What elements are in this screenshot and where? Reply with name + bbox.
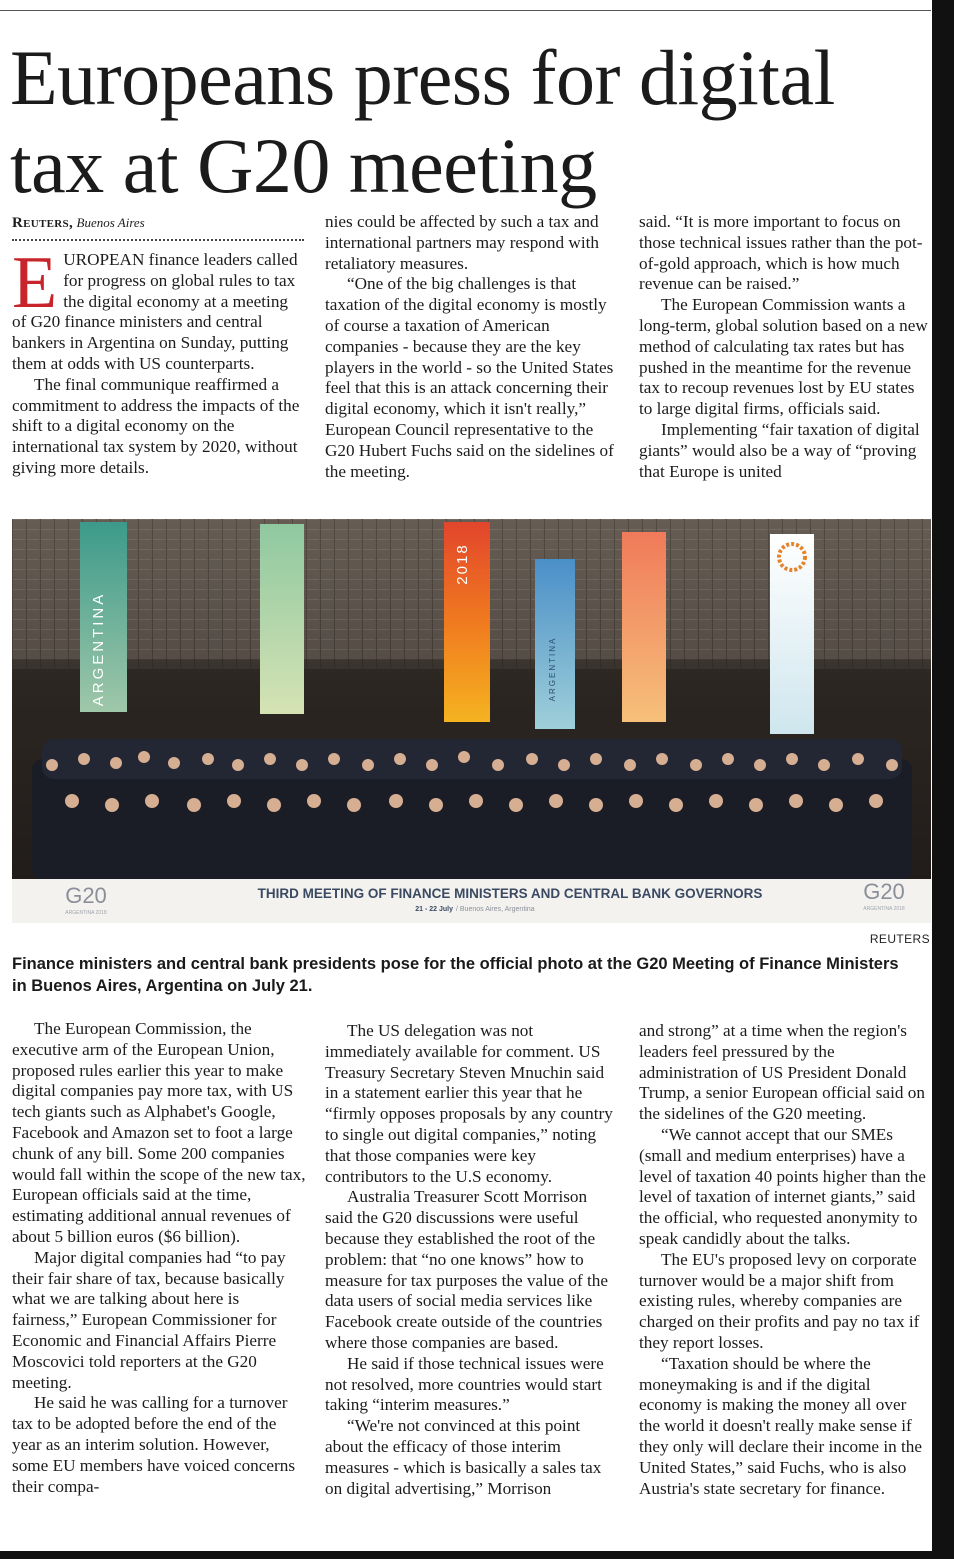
headline: Europeans press for digital tax at G20 meeting [10,34,835,209]
paragraph: “One of the big challenges is that taxation of the digital economy is mostly of course a taxation of American companies - because they are the key players in the world - so the United States feel that this is an attack concerning their digital economy, which it isn't really,” European Council representative to the G20 Hubert Fuchs said on the sidelines of the meeting. [325,274,614,481]
banner-g20-logo [770,534,814,734]
paragraph: The US delegation was not immediately available for comment. US Treasury Secretary Steven Mnuchin said in a statement earlier this year that he “firmly opposes proposals by any country to single out digital companies,” noting that those companies were key contributors to the U.S economy. [325,1021,613,1186]
paragraph: The European Commission wants a long-term, global solution based on a new method of calculating tax rates but has pushed in the meantime for the revenue tax to recoup revenues lost by EU states to large digital firms, officials said. [639,295,928,419]
bottom-column-1 [12,1019,306,1497]
byline [12,214,304,233]
backdrop-title: THIRD MEETING OF FINANCE MINISTERS AND CENTRAL BANK GOVERNORS [257,886,763,901]
paragraph: Australia Treasurer Scott Morrison said the G20 discussions were useful because they established the root of the problem: that “no one knows” how to measure for tax purposes the value of the data users of social media services like Facebook create outside of the countries where those companies are based. [325,1187,609,1352]
paragraph: Implementing “fair taxation of digital giants” would also be a way of “proving that Europe is united [639,419,920,481]
banner-argentina-label: ARGENTINA [90,591,107,707]
banner-2018-label: 2018 [454,543,471,585]
paragraph: said. “It is more important to focus on those technical issues rather than the pot-of-gold approach, which is how much revenue can be raised.” [639,212,923,294]
banner-coral [622,532,666,722]
paragraph: Major digital companies had “to pay their fair share of tax, because basically what we are talking about here is fairness,” European Commissioner for Economic and Financial Affairs Pierre Moscovici told reporters at the G20 meeting. [12,1247,286,1392]
drop-cap: E [12,242,58,324]
paragraph: He said he was calling for a turnover tax to be adopted before the end of the year as an interim solution. However, some EU members have voiced concerns their compa- [12,1393,296,1496]
byline-location: Buenos Aires [76,215,145,230]
paragraph: “We cannot accept that our SMEs (small and medium enterprises) have a level of taxation 40 points higher than the level of taxation of internet giants,” said the official, who requested anonymity to speak candidly about the talks. [639,1124,926,1248]
bottom-column-3 [639,1021,931,1499]
paragraph: He said if those technical issues were not resolved, more countries would start taking “interim measures.” [325,1353,604,1415]
paragraph: The European Commission, the executive arm of the European Union, proposed rules earlier this year to make digital companies pay more tax, with US tech giants such as Alphabet's Google, Facebook and Amazon set to foot a large chunk of any bill. Some 200 companies would fall within the scope of the new tax, European officials said at the time, estimating additional annual revenues of about 5 billion euros ($6 billion). [12,1019,306,1246]
byline-divider [12,239,304,241]
delegates-group [32,739,912,879]
top-rule [0,10,931,11]
backdrop-logo-right-sub: ARGENTINA 2018 [863,906,905,912]
top-column-3 [639,212,931,482]
paragraph: The final communique reaffirmed a commitment to address the impacts of the shift to a digital economy on the international tax system by 2020, without giving more details. [12,374,300,477]
top-column-1 [12,214,304,479]
paragraph: The EU's proposed levy on corporate turnover would be a major shift from existing rules, whereby companies are charged on their profits and pay no tax if they report losses. [639,1249,920,1352]
byline-agency: Reuters, [12,215,73,231]
backdrop-logo-left: G20 [65,883,107,908]
paragraph: “Taxation should be where the moneymaking is and if the digital economy is making the money all over the world it doesn't really make sense if they only will declare their income in the United States,” said Fuchs, who is also Austria's state secretary for finance. [639,1353,923,1498]
banner-green [260,524,304,714]
banner-blue-label: ARGENTINA [548,636,557,702]
photo-caption: Finance ministers and central bank presidents pose for the official photo at the G20 Meeting of Finance Ministers in Buenos Aires, Argentina on July 21. [12,955,899,995]
backdrop-logo-right: G20 [863,879,905,904]
paragraph: EUROPEAN finance leaders called for progress on global rules to tax the digital economy at a meeting of G20 finance ministers and central bankers in Argentina on Sunday, putting them at odds with US counterparts. [12,242,298,373]
backdrop-place: / Buenos Aires, Argentina [456,906,535,913]
photo-credit: REUTERS [869,932,930,946]
group-photo [12,519,931,923]
paragraph: “We're not convinced at this point about the efficacy of those interim measures - which is basically a sales tax on digital advertising,” Morrison [325,1416,602,1498]
page-edge-bottom [0,1551,954,1559]
paragraph: and strong” at a time when the region's leaders feel pressured by the administration of US President Donald Trump, a senior European official said on the sidelines of the G20 meeting. [639,1021,925,1124]
paragraph: nies could be affected by such a tax and international partners may respond with retaliatory measures. [325,212,599,273]
bottom-column-2 [325,1021,617,1499]
top-column-2 [325,212,615,482]
page-edge-right [932,0,954,1559]
backdrop-logo-left-sub: ARGENTINA 2018 [65,910,107,916]
backdrop-date: 21 - 22 July [415,906,453,913]
